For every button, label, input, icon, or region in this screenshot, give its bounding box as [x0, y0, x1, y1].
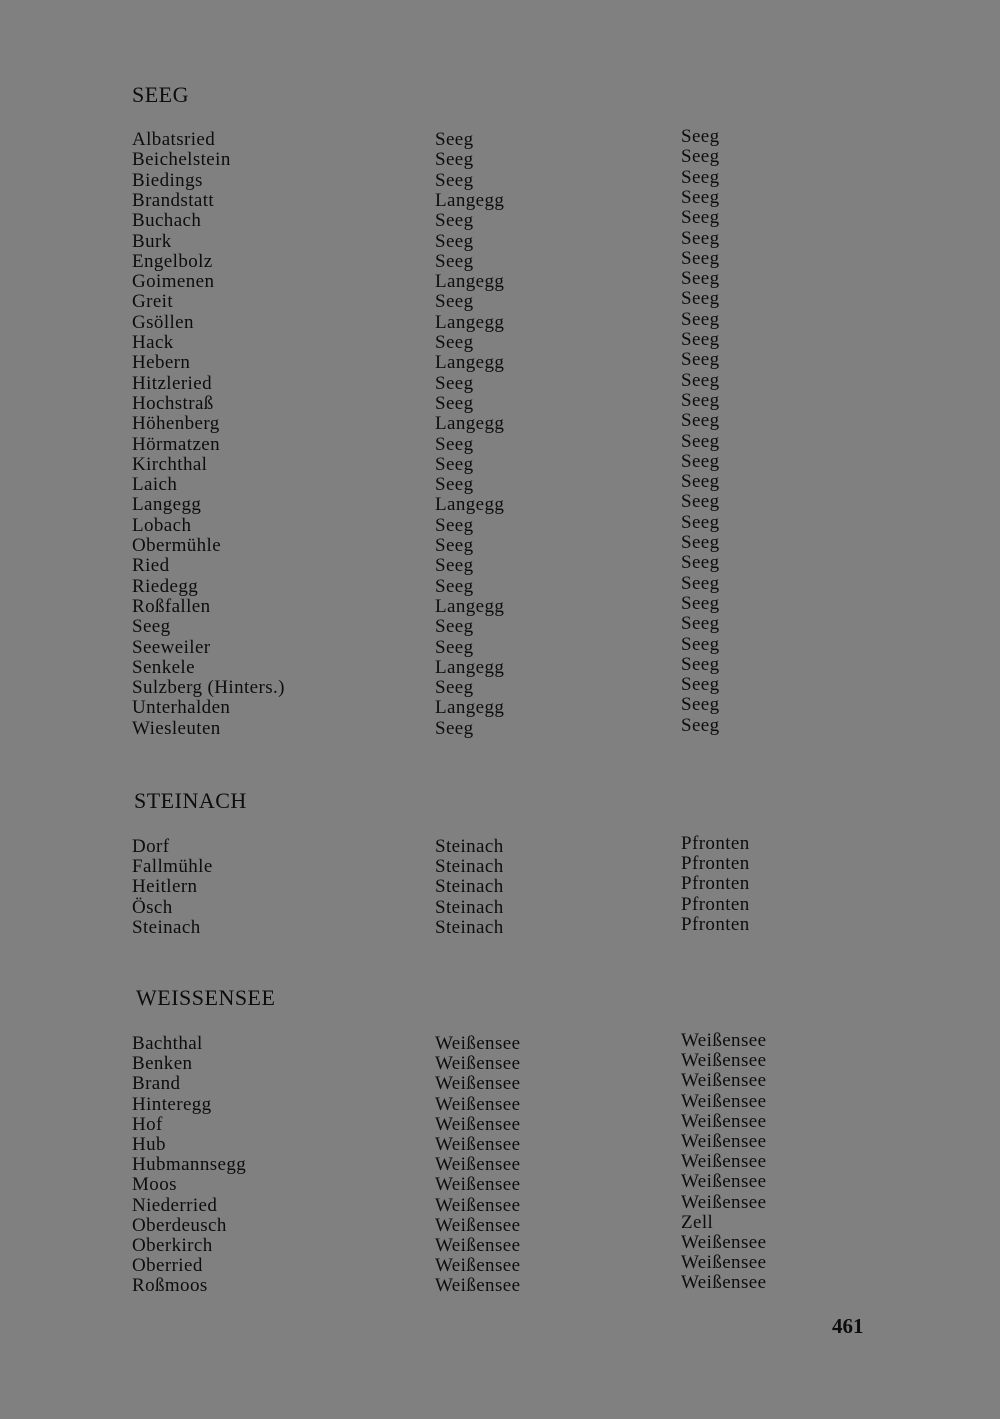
table-row [0, 633, 1000, 658]
place-name: Fallmühle [132, 856, 213, 878]
table-row [0, 873, 1000, 898]
municipality-name: Seeg [681, 146, 720, 168]
municipality-name: Seeg [681, 491, 720, 513]
table-row [0, 592, 1000, 617]
municipality-name: Seeg [681, 308, 720, 330]
place-name: Oberried [132, 1255, 203, 1277]
municipality-name: Pfronten [681, 913, 750, 935]
place-name: Beichelstein [132, 149, 231, 171]
place-name: Oberkirch [132, 1235, 213, 1256]
table-row [0, 410, 1000, 435]
municipality-name: Seeg [681, 186, 720, 208]
district-name: Weißensee [435, 1255, 521, 1277]
district-name: Langegg [435, 189, 505, 211]
place-name: Albatsried [132, 129, 216, 150]
municipality-name: Pfronten [681, 893, 750, 915]
place-name: Hebern [132, 352, 191, 374]
municipality-name: Weißensee [681, 1090, 767, 1112]
municipality-name: Seeg [681, 329, 720, 350]
district-name: Langegg [435, 413, 505, 435]
place-name: Buchach [132, 210, 202, 232]
place-name: Obermühle [132, 535, 222, 556]
district-name: Steinach [435, 856, 504, 878]
municipality-name: Weißensee [681, 1131, 767, 1152]
place-name: Brandstatt [132, 189, 215, 211]
place-name: Hochstraß [132, 392, 214, 414]
municipality-name: Weißensee [681, 1030, 767, 1051]
district-name: Langegg [435, 656, 505, 678]
municipality-name: Seeg [681, 592, 720, 614]
district-name: Langegg [435, 271, 505, 293]
district-name: Seeg [435, 535, 474, 556]
municipality-name: Weißensee [681, 1272, 767, 1294]
table-row [0, 126, 1000, 150]
district-name: Weißensee [435, 1154, 521, 1176]
district-name: Weißensee [435, 1053, 521, 1075]
table-row [0, 186, 1000, 211]
municipality-name: Weißensee [681, 1151, 767, 1173]
place-name: Seeg [132, 616, 171, 638]
place-name: Bachthal [132, 1033, 203, 1054]
municipality-name: Zell [681, 1211, 714, 1233]
district-name: Seeg [435, 230, 474, 252]
municipality-name: Seeg [681, 471, 720, 493]
municipality-name: Seeg [681, 633, 720, 655]
municipality-name: Weißensee [681, 1050, 767, 1072]
place-name: Hof [132, 1113, 163, 1135]
district-name: Langegg [435, 595, 505, 617]
municipality-name: Seeg [681, 511, 720, 533]
district-name: Weißensee [435, 1174, 521, 1196]
district-name: Seeg [435, 717, 474, 739]
district-name: Weißensee [435, 1134, 521, 1155]
municipality-name: Pfronten [681, 833, 750, 854]
table-row [0, 430, 1000, 455]
district-name: Weißensee [435, 1113, 521, 1135]
district-name: Seeg [435, 616, 474, 638]
table-row [0, 268, 1000, 293]
place-name: Langegg [132, 494, 202, 516]
municipality-name: Seeg [681, 410, 720, 432]
place-name: Sulzberg (Hinters.) [132, 677, 285, 699]
municipality-name: Seeg [681, 389, 720, 411]
place-name: Roßmoos [132, 1275, 208, 1297]
municipality-name: Pfronten [681, 873, 750, 895]
table-row [0, 166, 1000, 191]
table-row [0, 613, 1000, 638]
place-name: Hack [132, 332, 174, 353]
municipality-name: Seeg [681, 207, 720, 229]
municipality-name: Pfronten [681, 853, 750, 875]
municipality-name: Seeg [681, 694, 720, 716]
municipality-name: Seeg [681, 613, 720, 635]
municipality-name: Seeg [681, 288, 720, 310]
table-row [0, 1090, 1000, 1115]
place-name: Moos [132, 1174, 177, 1196]
table-row [0, 853, 1000, 878]
section-heading-seeg: SEEG [132, 82, 189, 107]
district-name: Langegg [435, 311, 505, 333]
table-row [0, 714, 1000, 739]
table-row [0, 349, 1000, 374]
place-name: Kirchthal [132, 453, 208, 475]
district-name: Seeg [435, 433, 474, 455]
table-row [0, 471, 1000, 496]
municipality-name: Seeg [681, 572, 720, 594]
municipality-name: Seeg [681, 126, 720, 147]
municipality-name: Weißensee [681, 1232, 767, 1253]
place-name: Burk [132, 230, 172, 252]
district-name: Weißensee [435, 1073, 521, 1095]
place-name: Engelbolz [132, 250, 213, 272]
table-row [0, 1030, 1000, 1054]
municipality-name: Weißensee [681, 1110, 767, 1132]
municipality-name: Seeg [681, 247, 720, 269]
district-name: Langegg [435, 697, 505, 719]
place-name: Riedegg [132, 575, 199, 597]
place-name: Höhenberg [132, 413, 220, 435]
place-name: Unterhalden [132, 697, 231, 719]
table-row [0, 552, 1000, 577]
district-name: Weißensee [435, 1275, 521, 1297]
table-row [0, 913, 1000, 938]
table-row [0, 893, 1000, 918]
municipality-name: Seeg [681, 268, 720, 290]
municipality-name: Weißensee [681, 1070, 767, 1092]
district-name: Seeg [435, 372, 474, 394]
municipality-name: Seeg [681, 369, 720, 391]
table-row [0, 227, 1000, 252]
table-row [0, 674, 1000, 699]
district-name: Seeg [435, 636, 474, 658]
place-name: Oberdeusch [132, 1214, 227, 1236]
table-row [0, 511, 1000, 536]
section-heading-weissensee: WEISSENSEE [136, 985, 276, 1010]
table-row [0, 389, 1000, 414]
place-name: Roßfallen [132, 595, 211, 617]
table-row [0, 1232, 1000, 1256]
place-name: Ried [132, 555, 170, 577]
table-row [0, 146, 1000, 171]
table-row [0, 329, 1000, 353]
district-name: Steinach [435, 876, 504, 898]
district-name: Seeg [435, 210, 474, 232]
municipality-name: Seeg [681, 532, 720, 553]
table-row [0, 308, 1000, 333]
page-number: 461 [832, 1314, 864, 1338]
table-row [0, 491, 1000, 516]
table-row [0, 1151, 1000, 1176]
place-name: Hörmatzen [132, 433, 221, 455]
table-row [0, 450, 1000, 475]
table-row [0, 288, 1000, 313]
municipality-name: Weißensee [681, 1191, 767, 1213]
district-name: Seeg [435, 677, 474, 699]
municipality-name: Weißensee [681, 1171, 767, 1193]
place-name: Niederried [132, 1194, 218, 1216]
district-name: Weißensee [435, 1235, 521, 1256]
table-row [0, 1070, 1000, 1095]
municipality-name: Seeg [681, 450, 720, 472]
place-name: Ösch [132, 896, 173, 918]
place-name: Greit [132, 291, 174, 313]
district-name: Seeg [435, 514, 474, 536]
place-name: Hub [132, 1134, 166, 1155]
table-row [0, 1110, 1000, 1135]
district-name: Langegg [435, 494, 505, 516]
district-name: Weißensee [435, 1214, 521, 1236]
place-name: Dorf [132, 836, 170, 857]
place-name: Hinteregg [132, 1093, 212, 1115]
district-name: Seeg [435, 169, 474, 191]
municipality-name: Seeg [681, 653, 720, 675]
place-name: Lobach [132, 514, 192, 536]
municipality-name: Seeg [681, 552, 720, 574]
table-row [0, 1191, 1000, 1216]
place-name: Gsöllen [132, 311, 194, 333]
table-row [0, 207, 1000, 232]
table-row [0, 1252, 1000, 1277]
district-name: Seeg [435, 575, 474, 597]
place-name: Biedings [132, 169, 203, 191]
table-row [0, 833, 1000, 857]
district-name: Weißensee [435, 1093, 521, 1115]
table-row [0, 247, 1000, 272]
table-row [0, 1171, 1000, 1196]
municipality-name: Seeg [681, 166, 720, 188]
district-name: Seeg [435, 474, 474, 496]
municipality-name: Seeg [681, 674, 720, 696]
district-name: Seeg [435, 291, 474, 313]
district-name: Seeg [435, 453, 474, 475]
place-name: Goimenen [132, 271, 215, 293]
place-name: Hitzleried [132, 372, 212, 394]
district-name: Weißensee [435, 1194, 521, 1216]
district-name: Weißensee [435, 1033, 521, 1054]
district-name: Seeg [435, 129, 474, 150]
district-name: Seeg [435, 392, 474, 414]
table-row [0, 532, 1000, 556]
municipality-name: Weißensee [681, 1252, 767, 1274]
municipality-name: Seeg [681, 714, 720, 736]
district-name: Seeg [435, 250, 474, 272]
place-name: Hubmannsegg [132, 1154, 247, 1176]
place-name: Steinach [132, 916, 201, 938]
place-name: Laich [132, 474, 178, 496]
municipality-name: Seeg [681, 349, 720, 371]
table-row [0, 369, 1000, 394]
table-row [0, 653, 1000, 678]
municipality-name: Seeg [681, 227, 720, 249]
district-name: Seeg [435, 332, 474, 353]
place-name: Wiesleuten [132, 717, 221, 739]
table-row [0, 1131, 1000, 1155]
section-heading-steinach: STEINACH [134, 788, 247, 813]
municipality-name: Seeg [681, 430, 720, 452]
district-name: Seeg [435, 555, 474, 577]
place-name: Heitlern [132, 876, 198, 898]
district-name: Steinach [435, 896, 504, 918]
place-name: Benken [132, 1053, 193, 1075]
table-row [0, 572, 1000, 597]
place-name: Senkele [132, 656, 195, 678]
district-name: Seeg [435, 149, 474, 171]
district-name: Steinach [435, 836, 504, 857]
place-name: Brand [132, 1073, 181, 1095]
table-row [0, 1050, 1000, 1075]
table-row [0, 694, 1000, 719]
district-name: Steinach [435, 916, 504, 938]
place-name: Seeweiler [132, 636, 211, 658]
table-row [0, 1211, 1000, 1236]
district-name: Langegg [435, 352, 505, 374]
table-row [0, 1272, 1000, 1297]
